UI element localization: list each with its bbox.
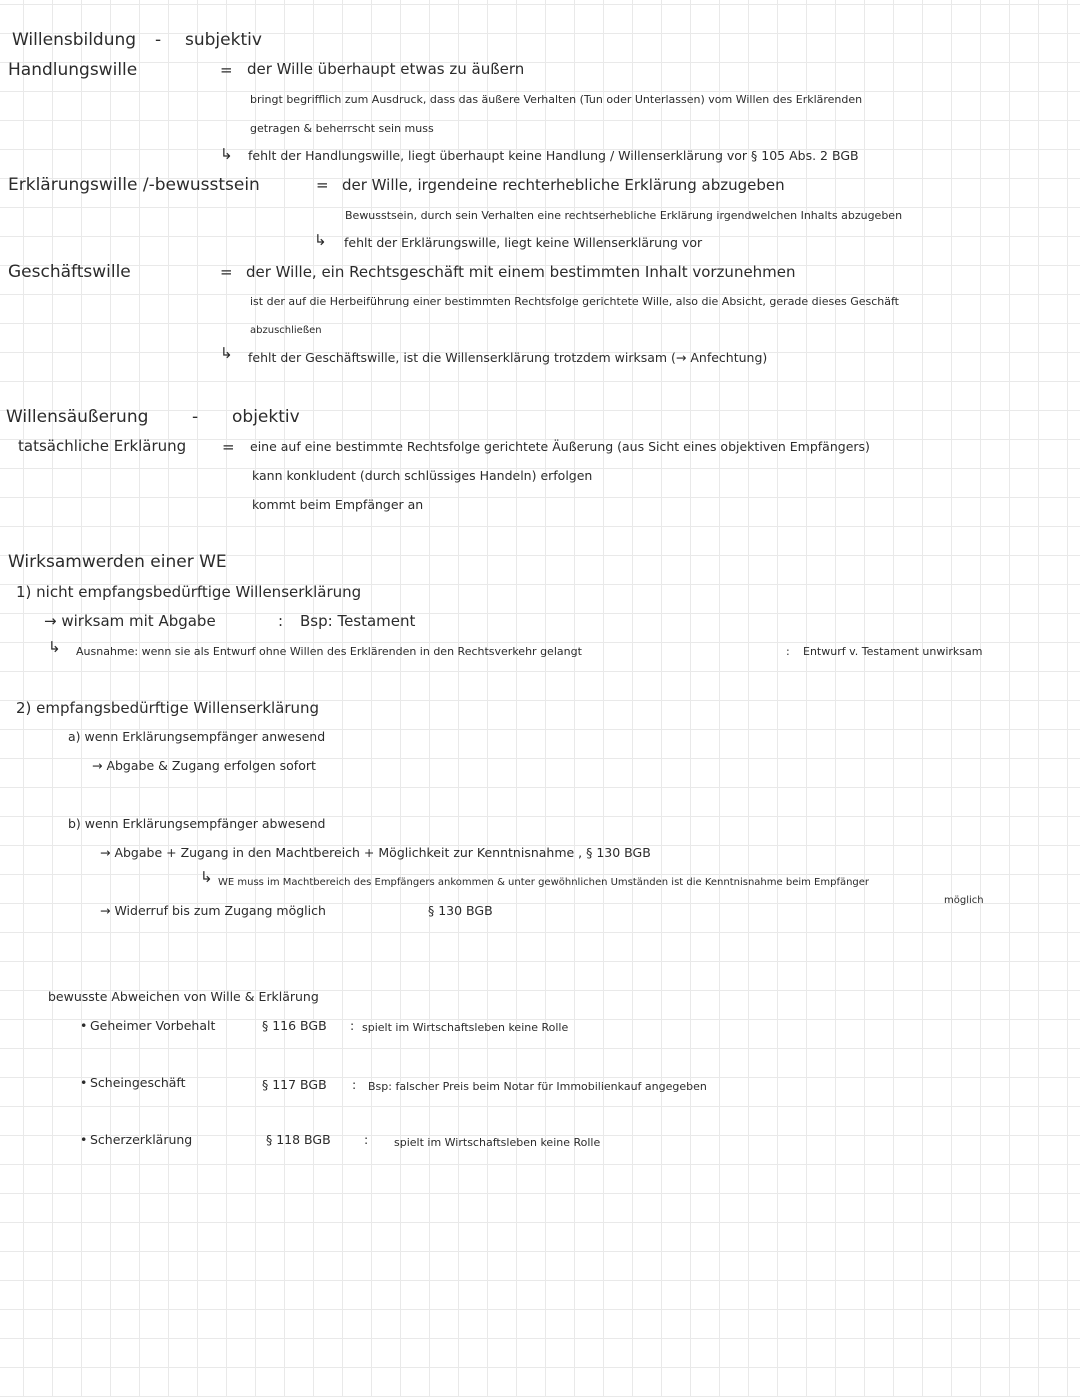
title-geschaeftswille: Geschäftswille (8, 262, 131, 282)
consequence-erklaerungswille: fehlt der Erklärungswille, liegt keine Willenserklärung vor (344, 235, 703, 250)
label-scheingeschaeft: Scheingeschäft (90, 1075, 186, 1090)
title-erklaerungswille: Erklärungswille /-bewusstsein (8, 175, 260, 195)
bullet: • (80, 1075, 88, 1090)
ref-118-bgb: § 118 BGB (266, 1132, 331, 1147)
arrow-icon: ↳ (200, 868, 213, 886)
heading-dash: - (192, 407, 199, 427)
note-kenntnisnahme-cont: möglich (944, 895, 984, 906)
heading-wirksamwerden: Wirksamwerden einer WE (8, 552, 227, 572)
note-scherzerklaerung: spielt im Wirtschaftsleben keine Rolle (394, 1136, 601, 1149)
consequence-handlungswille: fehlt der Handlungswille, liegt überhaupt keine Handlung / Willenserklärung vor § 105 Abs. 2 BGB (248, 148, 859, 163)
separator: : (350, 1018, 355, 1033)
heading-willensbildung: Willensbildung (12, 30, 137, 50)
separator: : (278, 612, 284, 630)
definition-geschaeftswille: der Wille, ein Rechtsgeschäft mit einem bestimmten Inhalt vorzunehmen (246, 263, 796, 281)
ref-117-bgb: § 117 BGB (262, 1077, 327, 1092)
item-nicht-empfangsbeduerftig: 1) nicht empfangsbedürftige Willenserklärung (16, 583, 362, 601)
case-abwesend: b) wenn Erklärungsempfänger abwesend (68, 816, 326, 831)
note-scheingeschaeft: Bsp: falscher Preis beim Notar für Immobilienkauf angegeben (368, 1080, 707, 1093)
note-sofort: → Abgabe & Zugang erfolgen sofort (92, 758, 316, 773)
heading-bewusste-abweichen: bewusste Abweichen von Wille & Erklärung (48, 989, 319, 1004)
type-objektiv: objektiv (232, 407, 300, 427)
definition-handlungswille: der Wille überhaupt etwas zu äußern (247, 60, 525, 78)
type-subjektiv: subjektiv (185, 30, 262, 50)
separator: : (786, 645, 790, 658)
separator: : (352, 1077, 357, 1092)
heading-dash: - (155, 30, 162, 50)
bullet: • (80, 1018, 88, 1033)
example-testament: Bsp: Testament (300, 612, 416, 630)
equals-sign: = (220, 61, 233, 79)
arrow-icon: ↳ (220, 344, 233, 362)
definition-willensaeusserung: eine auf eine bestimmte Rechtsfolge gerichtete Äußerung (aus Sicht eines objektiven Empfängers) (250, 439, 870, 454)
exception-entwurf: Ausnahme: wenn sie als Entwurf ohne Willen des Erklärenden in den Rechtsverkehr gelangt (76, 645, 582, 658)
note-widerruf: → Widerruf bis zum Zugang möglich (100, 903, 326, 918)
arrow-icon: ↳ (48, 638, 61, 656)
arrow-icon: ↳ (220, 145, 233, 163)
equals-sign: = (220, 263, 233, 281)
case-anwesend: a) wenn Erklärungsempfänger anwesend (68, 729, 326, 744)
equals-sign: = (222, 438, 235, 456)
explanation-geschaeftswille-cont: abzuschließen (250, 325, 322, 336)
label-geheimer-vorbehalt: Geheimer Vorbehalt (90, 1018, 216, 1033)
separator: : (364, 1132, 369, 1147)
equals-sign: = (316, 176, 329, 194)
note-kenntnisnahme: WE muss im Machtbereich des Empfängers ankommen & unter gewöhnlichen Umständen ist die Kenntnisnahme beim Empfänger (218, 877, 870, 888)
explanation-handlungswille: bringt begrifflich zum Ausdruck, dass das äußere Verhalten (Tun oder Unterlassen) vom Willen des Erklärenden (250, 93, 863, 106)
title-handlungswille: Handlungswille (8, 60, 138, 80)
consequence-geschaeftswille: fehlt der Geschäftswille, ist die Willenserklärung trotzdem wirksam (→ Anfechtung) (248, 350, 768, 365)
note-konkludent: kann konkludent (durch schlüssiges Handeln) erfolgen (252, 468, 593, 483)
note-empfaenger: kommt beim Empfänger an (252, 497, 424, 512)
subtitle-tatsaechliche-erklaerung: tatsächliche Erklärung (18, 437, 187, 455)
note-zugang-machtbereich: → Abgabe + Zugang in den Machtbereich + Möglichkeit zur Kenntnisnahme , § 130 BGB (100, 845, 651, 860)
note-wirksam-mit-abgabe: → wirksam mit Abgabe (44, 612, 216, 630)
heading-willensaeusserung: Willensäußerung (6, 407, 149, 427)
bullet: • (80, 1132, 88, 1147)
exception-example: Entwurf v. Testament unwirksam (803, 645, 983, 658)
note-geheimer-vorbehalt: spielt im Wirtschaftsleben keine Rolle (362, 1021, 569, 1034)
ref-130-bgb: § 130 BGB (428, 903, 493, 918)
arrow-icon: ↳ (314, 231, 327, 249)
explanation-geschaeftswille: ist der auf die Herbeiführung einer bestimmten Rechtsfolge gerichtete Wille, also die Absicht, gerade dieses Geschäft (250, 295, 899, 308)
explanation-erklaerungswille: Bewusstsein, durch sein Verhalten eine rechtserhebliche Erklärung irgendwelchen Inhalts abzugeben (345, 209, 903, 222)
ref-116-bgb: § 116 BGB (262, 1018, 327, 1033)
definition-erklaerungswille: der Wille, irgendeine rechterhebliche Erklärung abzugeben (342, 176, 785, 194)
label-scherzerklaerung: Scherzerklärung (90, 1132, 193, 1147)
explanation-handlungswille-cont: getragen & beherrscht sein muss (250, 122, 434, 135)
item-empfangsbeduerftig: 2) empfangsbedürftige Willenserklärung (16, 699, 320, 717)
